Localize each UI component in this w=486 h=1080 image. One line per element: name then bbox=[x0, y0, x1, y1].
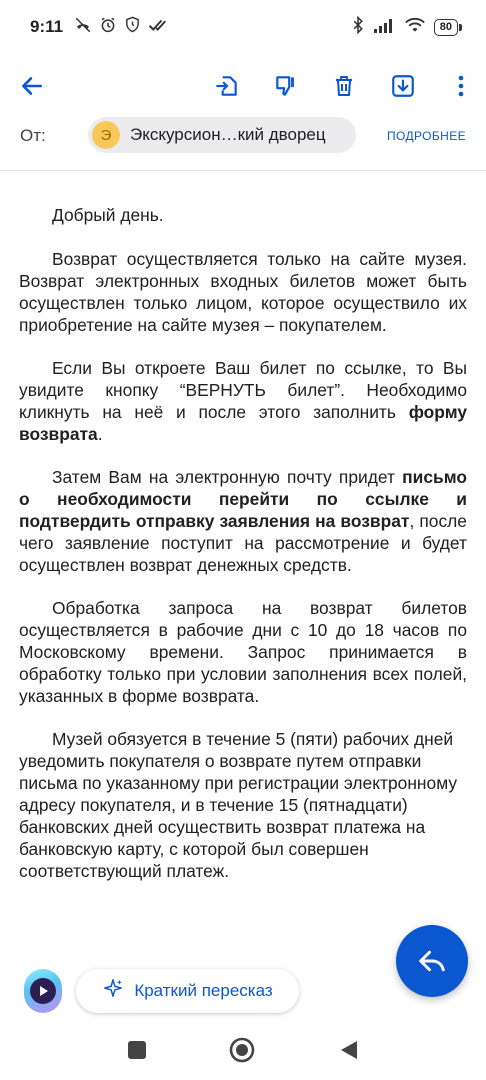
paragraph-confirmation-letter bbox=[19, 466, 467, 576]
email-toolbar bbox=[0, 58, 486, 114]
greeting: Добрый день. bbox=[52, 205, 164, 225]
reply-icon bbox=[417, 946, 447, 976]
paragraph-return-button bbox=[19, 357, 467, 445]
more-vert-icon[interactable] bbox=[445, 70, 477, 102]
paragraph-refund-site: Возврат осуществляется только на сайте музея. Возврат электронных входных билетов может быть осуществлен только лицом, которое осуществило их приобретение на сайте музея – покупателем. bbox=[19, 249, 467, 335]
paragraph-text: Затем Вам на электронную почту придет bbox=[52, 467, 403, 487]
paragraph-processing-hours: Обработка запроса на возврат билетов осуществляется в рабочие дни с 10 до 18 часов по Московскому времени. Запрос принимается в обработку только при условии заполнения всех полей, указанных в форме возврата. bbox=[19, 598, 467, 706]
battery-indicator: 80 bbox=[434, 19, 458, 36]
sender-name: Экскурсион…кий дворец bbox=[130, 125, 326, 144]
status-right bbox=[351, 16, 458, 39]
recents-button[interactable] bbox=[127, 1040, 147, 1060]
status-left bbox=[30, 16, 166, 39]
alarm-icon bbox=[99, 16, 117, 39]
signal-icon bbox=[374, 17, 396, 38]
reply-button[interactable] bbox=[396, 925, 468, 997]
shield-clock-icon bbox=[124, 16, 141, 38]
assistant-button[interactable] bbox=[24, 969, 62, 1013]
avatar: Э bbox=[92, 121, 120, 149]
paragraph-text: , после чего заявление поступит на рассмотрение и будет осуществлен возврат денежных средств. bbox=[19, 511, 467, 575]
summary-label: Краткий пересказ bbox=[134, 981, 273, 1000]
wifi-icon bbox=[405, 17, 425, 38]
system-nav-bar bbox=[0, 1020, 486, 1080]
paragraph-text: Если Вы откроете Ваш билет по ссылке, то Вы увидите кнопку “ВЕРНУТЬ билет”. Необходимо кликнуть на неё и после этого заполнить bbox=[19, 358, 467, 422]
sender-chip[interactable] bbox=[88, 117, 356, 153]
back-nav-button[interactable] bbox=[340, 1040, 358, 1060]
move-to-icon[interactable] bbox=[211, 70, 243, 102]
paragraph-refund-terms: Музей обязуется в течение 5 (пяти) рабочих дней уведомить покупателя о возврате путем отправки письма по указанному при регистрации электронному адресу покупателя, и в течение 15 (пятнадцати) банковских дней осуществить возврат платежа на банковскую карту, с которой был совершен соответствующий платеж. bbox=[19, 729, 458, 881]
back-arrow-icon[interactable] bbox=[16, 70, 48, 102]
double-check-icon bbox=[148, 16, 166, 39]
status-bar bbox=[0, 0, 486, 54]
sparkle-icon bbox=[102, 978, 124, 1005]
details-link[interactable]: ПОДРОБНЕЕ bbox=[386, 129, 466, 143]
play-icon bbox=[30, 978, 56, 1004]
summary-button[interactable] bbox=[76, 969, 299, 1013]
dislike-icon[interactable] bbox=[270, 70, 302, 102]
download-icon[interactable] bbox=[387, 70, 419, 102]
from-label: От: bbox=[20, 126, 46, 145]
missed-call-icon bbox=[74, 16, 92, 39]
bold-text: форму возврата bbox=[19, 402, 467, 444]
paragraph-text: . bbox=[97, 424, 103, 444]
trash-icon[interactable] bbox=[328, 70, 360, 102]
email-body bbox=[19, 204, 467, 903]
home-button[interactable] bbox=[229, 1037, 255, 1063]
status-time: 9:11 bbox=[30, 17, 64, 36]
header-divider bbox=[0, 170, 486, 171]
from-row bbox=[0, 116, 486, 156]
bluetooth-icon bbox=[351, 16, 365, 39]
bold-text: письмо о необходимости перейти по ссылке и подтвердить отправку заявления на возврат bbox=[19, 467, 467, 531]
